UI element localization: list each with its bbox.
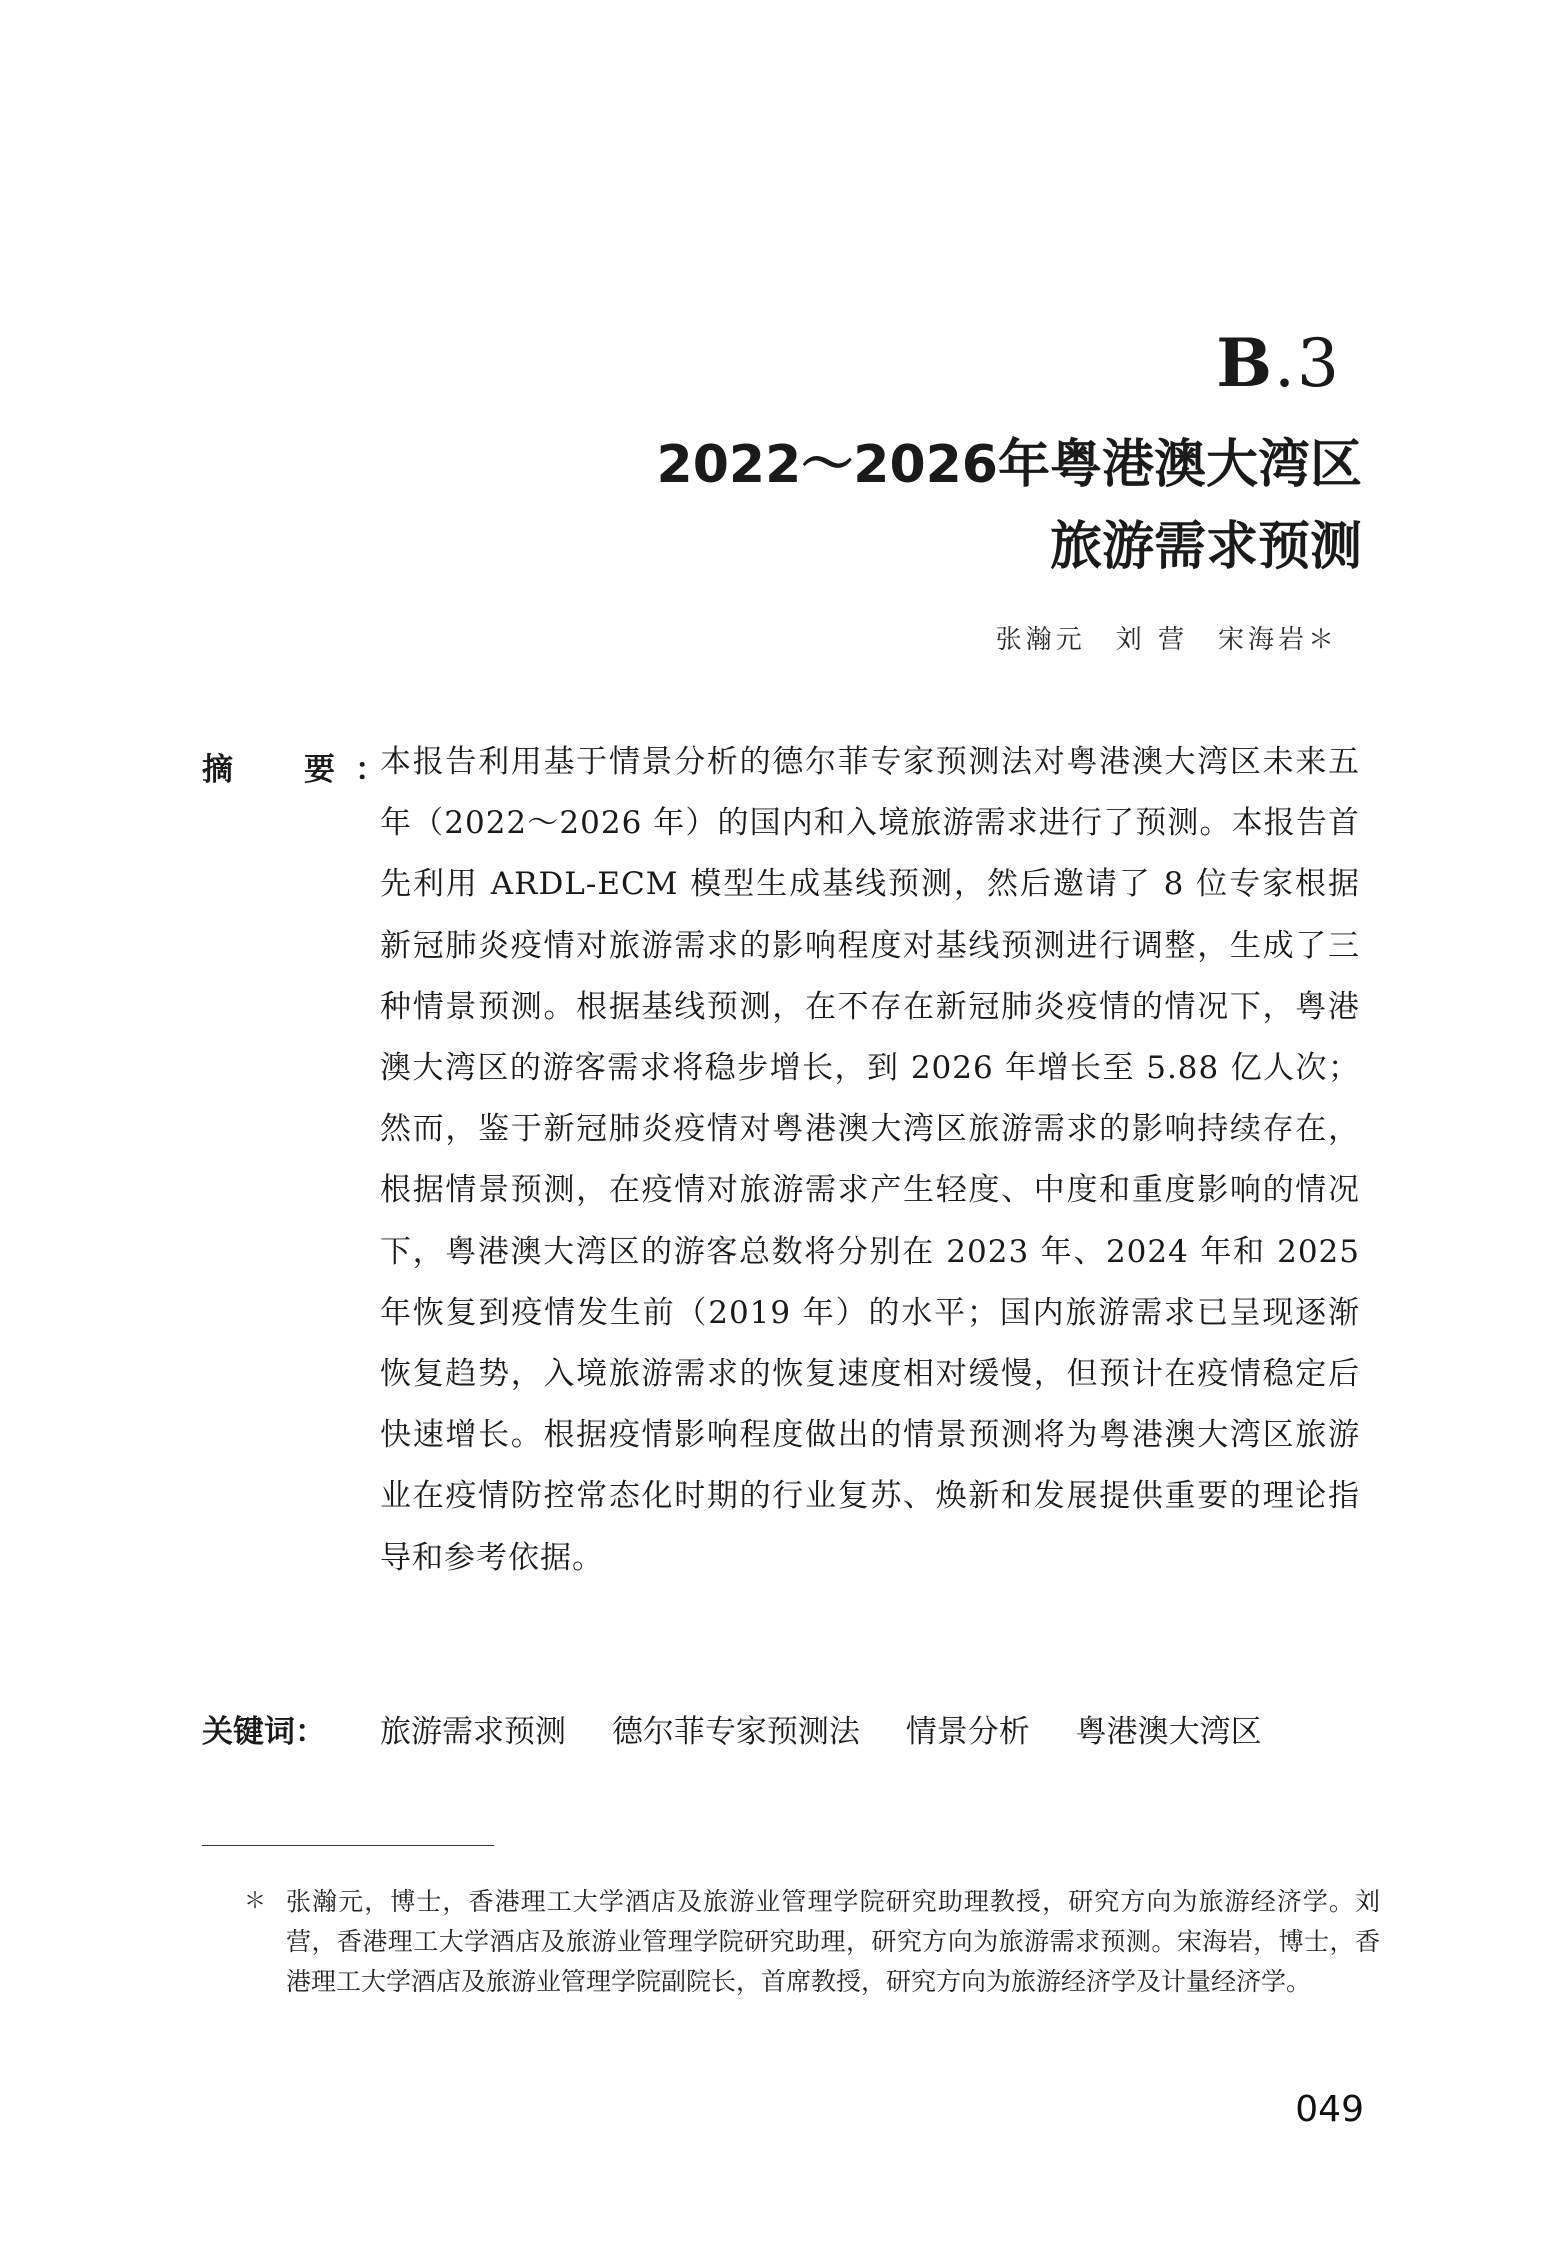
author-list: 张瀚元 刘 营 宋海岩＊ (995, 625, 1338, 655)
abstract-body (380, 732, 1360, 1589)
footnote (244, 1882, 1380, 2002)
keyword-item: 德尔菲专家预测法 (611, 1714, 860, 1750)
keywords-label: 关键词： (202, 1714, 326, 1750)
keyword-item: 旅游需求预测 (380, 1714, 566, 1750)
abstract-label: 摘 要： (202, 752, 406, 788)
abstract-text: 本报告利用基于情景分析的德尔菲专家预测法对粤港澳大湾区未来五年（2022～2026 年）的国内和入境旅游需求进行了预测。本报告首先利用 ARDL-ECM 模型生成基线预测，然后邀请了 8 位专家根据新冠肺炎疫情对旅游需求的影响程度对基线预测进行调整，生成了三种情景预测。根据基线预测，在不存在新冠肺炎疫情的情况下，粤港澳大湾区的游客需求将稳步增长，到 2026 年增长至 5.88 亿人次；然而，鉴于新冠肺炎疫情对粤港澳大湾区旅游需求的影响持续存在，根据情景预测，在疫情对旅游需求产生轻度、中度和重度影响的情况下，粤港澳大湾区的游客总数将分别在 2023 年、2024 年和 2025 年恢复到疫情发生前（2019 年）的水平；国内旅游需求已呈现逐渐恢复趋势，入境旅游需求的恢复速度相对缓慢，但预计在疫情稳定后快速增长。根据疫情影响程度做出的情景预测将为粤港澳大湾区旅游业在疫情防控常态化时期的行业复苏、焕新和发展提供重要的理论指导和参考依据。 (380, 744, 1360, 1576)
page-number: 049 (1295, 2089, 1364, 2130)
chapter-letter: B (1216, 324, 1275, 402)
title-line-1: 2022～2026年粤港澳大湾区 (656, 435, 1362, 495)
footnote-mark: ＊ (244, 1889, 267, 1914)
footnote-text: 张瀚元，博士，香港理工大学酒店及旅游业管理学院研究助理教授，研究方向为旅游经济学。刘营，香港理工大学酒店及旅游业管理学院研究助理，研究方向为旅游需求预测。宋海岩，博士，香港理工大学酒店及旅游业管理学院副院长，首席教授，研究方向为旅游经济学及计量经济学。 (286, 1887, 1380, 1996)
chapter-title (657, 424, 1362, 588)
chapter-code (1216, 324, 1341, 402)
title-line-2: 旅游需求预测 (1049, 517, 1362, 577)
keywords-list (380, 1702, 1298, 1762)
chapter-number: .3 (1274, 325, 1341, 402)
keyword-item: 情景分析 (905, 1714, 1030, 1750)
keyword-item: 粤港澳大湾区 (1075, 1714, 1262, 1750)
footnote-divider (202, 1845, 494, 1846)
